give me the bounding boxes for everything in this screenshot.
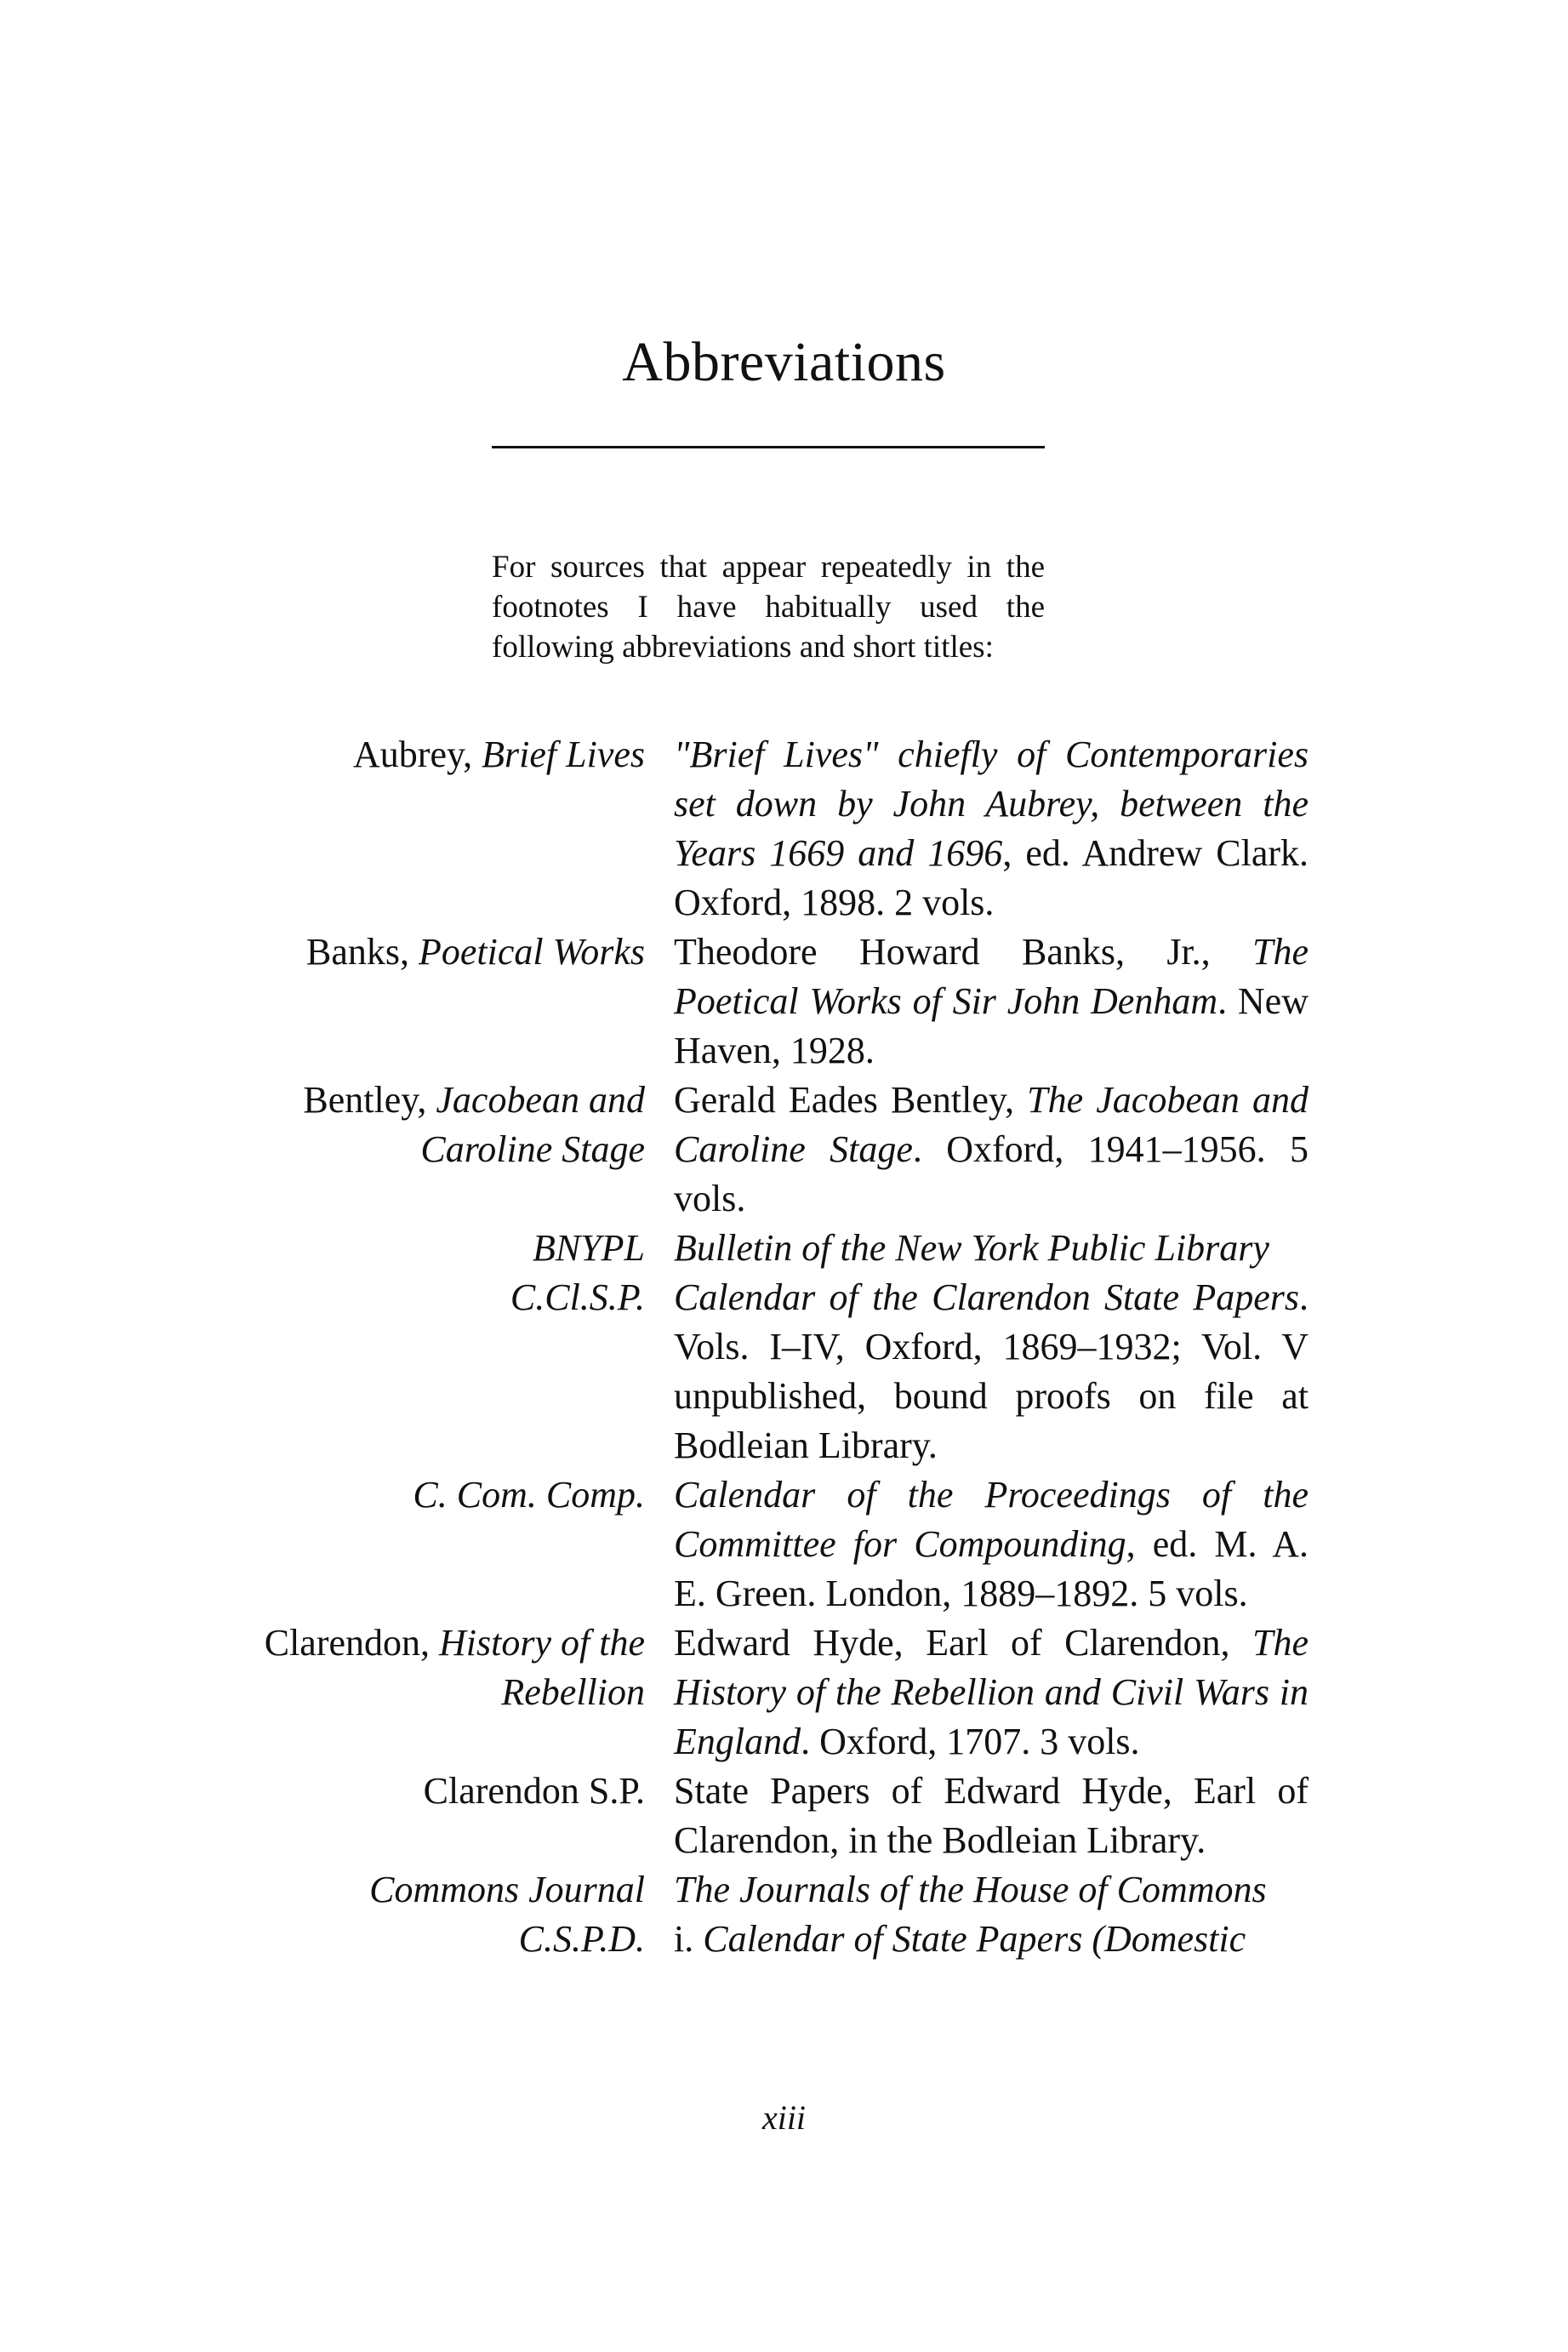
expansion-segment: i. bbox=[674, 1918, 704, 1960]
abbreviation-expansion bbox=[674, 730, 1309, 928]
term-segment: Poetical Works bbox=[419, 931, 645, 973]
expansion-segment: "Brief Lives" chiefly of Contemporaries set down by John Aubrey, between the Years 1669 and 1696 bbox=[674, 734, 1309, 874]
abbreviation-expansion bbox=[674, 1767, 1309, 1865]
title-rule bbox=[492, 446, 1045, 448]
page-title: Abbreviations bbox=[622, 331, 946, 393]
expansion-segment: Calendar of State Papers (Domestic bbox=[703, 1918, 1246, 1960]
expansion-segment: Calendar of the Clarendon State Papers bbox=[674, 1276, 1299, 1318]
abbreviation-entry bbox=[187, 928, 1336, 1076]
expansion-segment: Edward Hyde, Earl of Clarendon, bbox=[674, 1622, 1252, 1664]
expansion-segment: The Journals of the House of Commons bbox=[674, 1869, 1267, 1910]
abbreviation-expansion bbox=[674, 1618, 1309, 1767]
abbreviation-entry bbox=[187, 1915, 1336, 1964]
abbreviation-entry bbox=[187, 1470, 1336, 1618]
term-segment: Clarendon, bbox=[264, 1622, 440, 1664]
abbreviation-term bbox=[187, 1273, 645, 1322]
expansion-segment: The Jacobean and Caroline Stage bbox=[674, 1079, 1309, 1170]
abbreviation-entry bbox=[187, 1618, 1336, 1767]
term-segment: Bentley, bbox=[303, 1079, 436, 1121]
expansion-segment: The Poetical Works of Sir John Denham bbox=[674, 931, 1309, 1022]
term-segment: Clarendon S.P. bbox=[423, 1770, 645, 1812]
abbreviation-entry bbox=[187, 730, 1336, 928]
term-segment: Jacobean and Caroline Stage bbox=[420, 1079, 645, 1170]
abbreviation-expansion bbox=[674, 1224, 1309, 1273]
abbreviation-term bbox=[187, 1224, 645, 1273]
expansion-segment: . New Haven, 1928. bbox=[674, 980, 1309, 1071]
abbreviation-expansion bbox=[674, 1076, 1309, 1224]
abbreviation-term bbox=[187, 1865, 645, 1915]
expansion-segment: . Oxford, 1941–1956. 5 vols. bbox=[674, 1128, 1309, 1219]
expansion-segment: State Papers of Edward Hyde, Earl of Clarendon, in the Bodleian Library. bbox=[674, 1770, 1309, 1861]
abbreviation-term bbox=[187, 1470, 645, 1520]
expansion-segment: Bulletin of the New York Public Library bbox=[674, 1227, 1269, 1269]
term-segment: Banks, bbox=[306, 931, 419, 973]
expansion-segment: . Oxford, 1707. 3 vols. bbox=[801, 1721, 1140, 1762]
term-segment: History of the Rebellion bbox=[439, 1622, 645, 1713]
term-segment: Brief Lives bbox=[482, 734, 645, 775]
abbreviation-expansion bbox=[674, 928, 1309, 1076]
expansion-segment: Gerald Eades Bentley, bbox=[674, 1079, 1028, 1121]
abbreviation-entry bbox=[187, 1273, 1336, 1470]
abbreviation-expansion bbox=[674, 1915, 1309, 1964]
abbreviation-entry bbox=[187, 1224, 1336, 1273]
term-segment: C.S.P.D. bbox=[518, 1918, 645, 1960]
expansion-segment: Theodore Howard Banks, Jr., bbox=[674, 931, 1252, 973]
abbreviation-term bbox=[187, 730, 645, 779]
term-segment: BNYPL bbox=[532, 1227, 645, 1269]
abbreviation-term bbox=[187, 1767, 645, 1816]
abbreviation-entry bbox=[187, 1865, 1336, 1915]
term-segment: C.Cl.S.P. bbox=[510, 1276, 645, 1318]
abbreviations-list bbox=[187, 730, 1336, 1964]
abbreviation-expansion bbox=[674, 1865, 1309, 1915]
expansion-segment: The History of the Rebellion and Civil Wars in England bbox=[674, 1622, 1309, 1762]
expansion-segment: , ed. Andrew Clark. Oxford, 1898. 2 vols. bbox=[674, 832, 1309, 923]
page-number: xiii bbox=[761, 2098, 807, 2137]
term-segment: Commons Journal bbox=[369, 1869, 645, 1910]
abbreviation-entry bbox=[187, 1076, 1336, 1224]
abbreviation-entry bbox=[187, 1767, 1336, 1865]
abbreviation-expansion bbox=[674, 1470, 1309, 1618]
expansion-segment: . Vols. I–IV, Oxford, 1869–1932; Vol. V unpublished, bound proofs on file at Bodleian Library. bbox=[674, 1276, 1309, 1466]
abbreviation-term bbox=[187, 1618, 645, 1717]
abbreviation-expansion bbox=[674, 1273, 1309, 1470]
expansion-segment: Calendar of the Proceedings of the Committee for Compounding bbox=[674, 1474, 1309, 1565]
abbreviation-term bbox=[187, 928, 645, 977]
term-segment: Aubrey, bbox=[353, 734, 482, 775]
abbreviation-term bbox=[187, 1076, 645, 1174]
term-segment: C. Com. Comp. bbox=[413, 1474, 645, 1516]
abbreviation-term bbox=[187, 1915, 645, 1964]
expansion-segment: , ed. M. A. E. Green. London, 1889–1892. 5 vols. bbox=[674, 1523, 1309, 1614]
intro-paragraph: For sources that appear repeatedly in the footnotes I have habitually used the following abbreviations and short titles: bbox=[492, 550, 1045, 665]
